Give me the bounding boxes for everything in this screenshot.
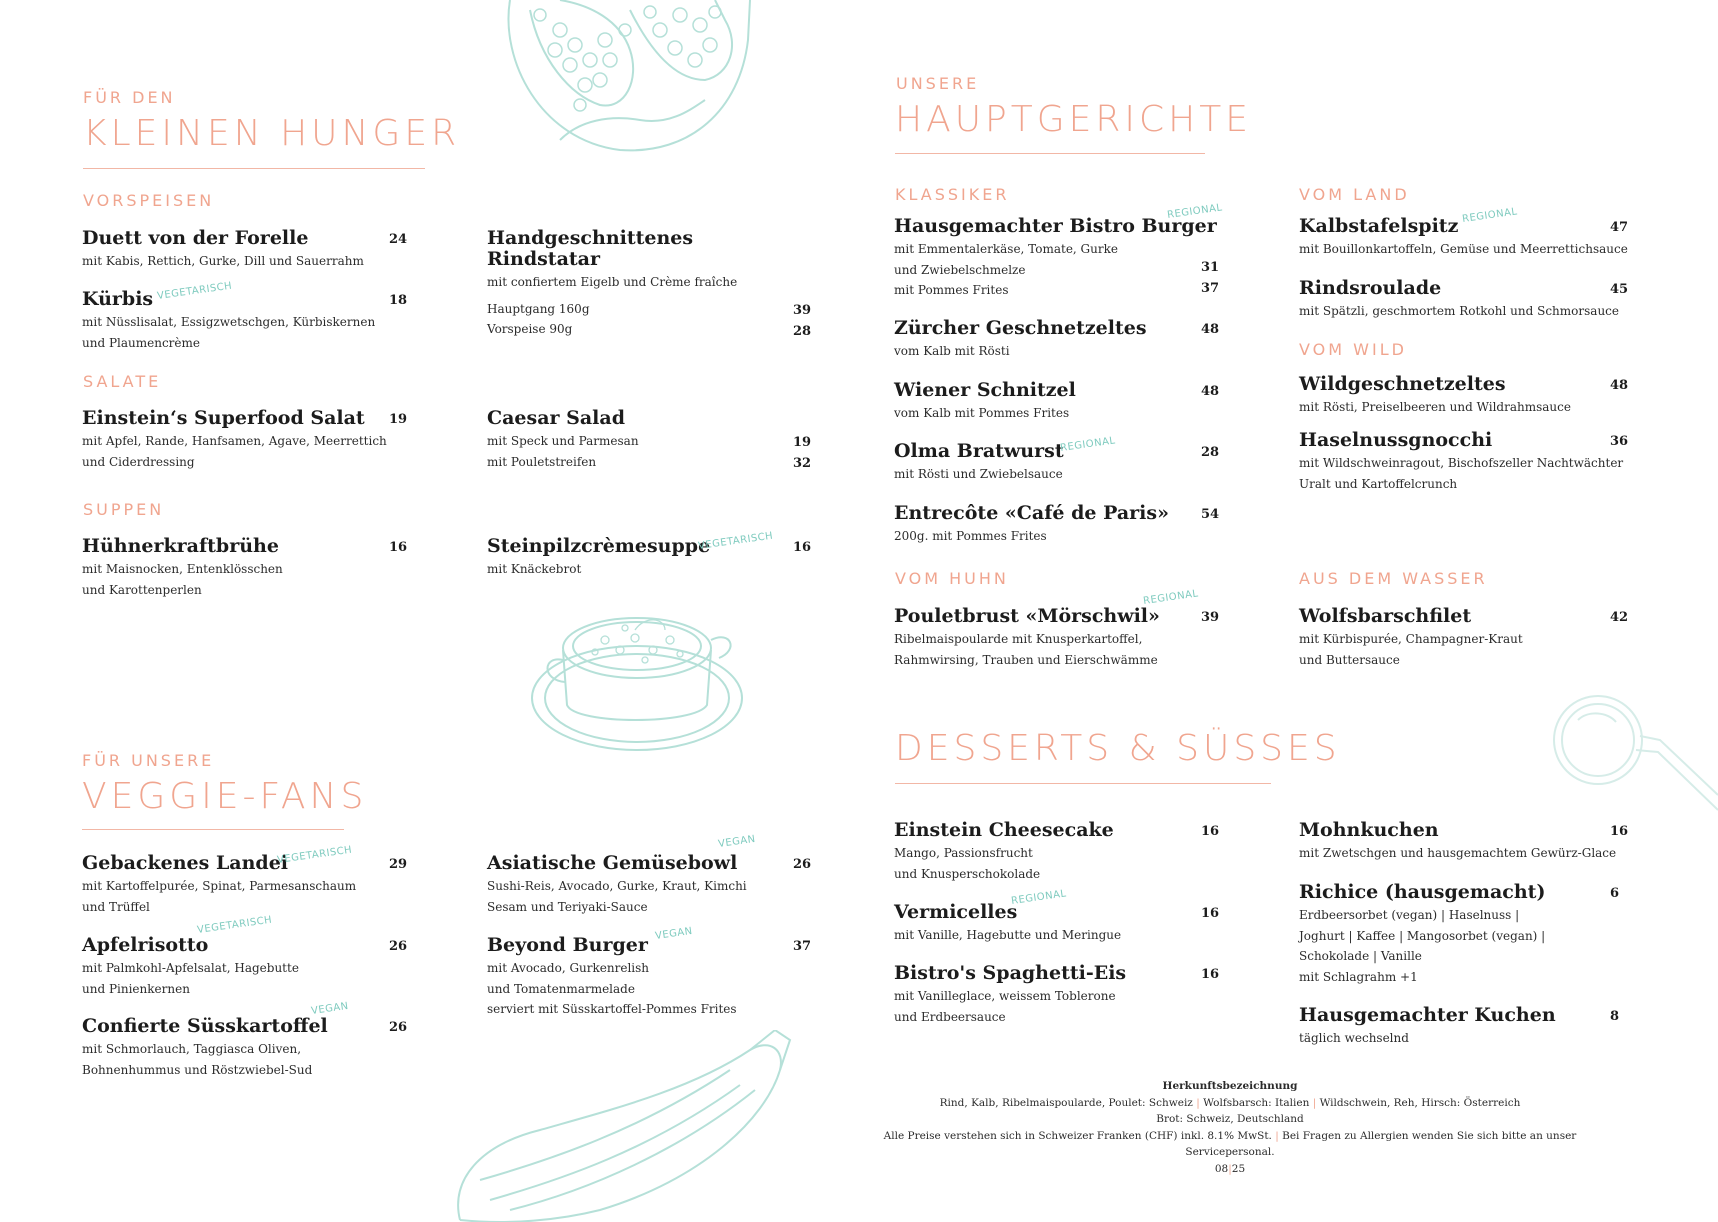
item-name: Entrecôte «Café de Paris» [894,502,1169,524]
item-description: 200g. mit Pommes Frites [894,529,1047,543]
item-name: Kalbstafelspitz [1299,215,1459,237]
item-description: serviert mit Süsskartoffel-Pommes Frites [487,1002,737,1016]
menu-item-confierte-suesskartoffel [82,1000,412,1080]
item-name: Caesar Salad [487,407,626,429]
item-name: Hausgemachter Bistro Burger [894,215,1217,237]
item-price: 31 [1201,260,1220,275]
item-description: mit Nüsslisalat, Essigzwetschgen, Kürbiskernen [82,315,376,329]
item-price: 16 [1201,967,1220,982]
item-description: und Buttersauce [1299,652,1400,667]
menu-item-kuerbis [82,280,412,353]
item-name: Handgeschnittenes Rindstatar [487,227,694,270]
menu-item-huehnerkraftbruehe [82,536,412,600]
item-price: 37 [793,939,812,954]
tag-regional: REGIONAL [1059,435,1117,454]
category-klassiker: KLASSIKER [895,185,1010,204]
item-description: mit Schlagrahm +1 [1299,969,1418,984]
item-price: 8 [1610,1009,1620,1024]
item-name: Wolfsbarschfilet [1299,605,1472,627]
tag-regional: REGIONAL [1461,206,1519,225]
category-vom-wild: VOM WILD [1299,340,1407,359]
item-price: 36 [1610,434,1629,449]
item-name: Wildgeschnetzeltes [1299,373,1506,395]
menu-item-mohnkuchen [1299,820,1629,864]
item-price: 16 [389,540,408,555]
item-description: vom Kalb mit Pommes Frites [894,406,1070,420]
item-price: 28 [1201,445,1220,460]
item-name: Zürcher Geschnetzeltes [894,317,1147,339]
item-description: mit Bouillonkartoffeln, Gemüse und Meerrettichsauce [1299,242,1628,256]
menu-item-vermicelles [894,888,1224,946]
item-price: 26 [389,1020,408,1035]
item-name: Einstein‘s Superfood Salat [82,407,365,429]
menu-item-richice [1299,882,1629,987]
item-price: 19 [793,435,812,450]
menu-item-pouletbrust [894,588,1224,670]
item-name: Duett von der Forelle [82,227,309,249]
section-pre-unsere: UNSERE [896,74,980,93]
item-price: 32 [793,456,812,471]
item-name: Olma Bratwurst [894,440,1064,462]
footer-text: Rind, Kalb, Ribelmaispoularde, Poulet: Schweiz [939,1096,1193,1109]
menu-item-steinpilzcremesuppe [487,530,812,580]
item-name: Confierte Süsskartoffel [82,1015,328,1037]
ice-cream-scoop-illustration [1548,690,1718,820]
tag-vegan: VEGAN [654,925,694,942]
footer-text: Bei Fragen zu Allergien wenden Sie sich bitte an unser Servicepersonal. [1185,1129,1577,1158]
item-description: und Trüffel [82,899,150,914]
footer-text: Alle Preise verstehen sich in Schweizer Franken (CHF) inkl. 8.1% MwSt. [883,1129,1272,1142]
item-name: Einstein Cheesecake [894,819,1114,841]
item-name: Hausgemachter Kuchen [1299,1004,1556,1026]
tag-vegetarisch: VEGETARISCH [156,280,233,302]
footer-separator: | [1312,1096,1317,1109]
item-name: Apfelrisotto [82,934,209,956]
item-price: 39 [793,303,812,318]
item-price: 39 [1201,610,1220,625]
tag-vegetarisch: VEGETARISCH [697,530,774,552]
item-description: mit Wildschweinragout, Bischofszeller Nachtwächter [1299,456,1624,470]
tag-vegan: VEGAN [717,833,757,850]
item-variant: mit Speck und Parmesan [487,434,639,448]
section-pre-kleinen: FÜR DEN [83,88,176,107]
item-price: 16 [1610,824,1629,839]
item-price: 47 [1610,220,1629,235]
item-description: mit Kartoffelpurée, Spinat, Parmesanschaum [82,879,357,893]
item-description: Mango, Passionsfrucht [894,846,1033,860]
menu-item-kalbstafelspitz [1299,206,1629,260]
item-description: mit confiertem Eigelb und Crème fraîche [487,275,738,289]
item-description: Sushi-Reis, Avocado, Gurke, Kraut, Kimchi [487,879,747,893]
item-price: 18 [389,293,408,308]
item-name: Vermicelles [894,901,1018,923]
category-vorspeisen: VORSPEISEN [83,191,215,210]
item-name: Hühnerkraftbrühe [82,535,279,557]
footer-separator: | [1275,1129,1279,1142]
tag-regional: REGIONAL [1166,202,1224,221]
item-description: Sesam und Teriyaki-Sauce [487,899,648,914]
item-description: und Erdbeersauce [894,1009,1006,1024]
tag-regional: REGIONAL [1010,888,1068,907]
item-description: mit Kabis, Rettich, Gurke, Dill und Sauerrahm [82,254,364,268]
menu-item-wiener-schnitzel [894,380,1224,424]
item-description: mit Vanille, Hagebutte und Meringue [894,928,1122,942]
item-description: Schokolade | Vanille [1299,949,1422,963]
item-price: 16 [1201,824,1220,839]
footer-separator: | [1196,1096,1200,1109]
item-name: Wiener Schnitzel [894,379,1076,401]
item-description: mit Apfel, Rande, Hanfsamen, Agave, Meerrettich [82,434,387,448]
category-vom-huhn: VOM HUHN [895,569,1009,588]
item-price: 48 [1610,378,1629,393]
section-title-desserts: DESSERTS & SÜSSES [895,728,1341,769]
item-description: täglich wechselnd [1299,1031,1409,1045]
item-description: Joghurt | Kaffee | Mangosorbet (vegan) | [1299,928,1546,943]
soup-bowl-illustration [525,610,755,755]
menu-item-zuercher-geschnetzeltes [894,318,1224,362]
category-aus-dem-wasser: AUS DEM WASSER [1299,569,1488,588]
section-title-hauptgerichte: HAUPTGERICHTE [895,99,1252,140]
item-description: Uralt und Kartoffelcrunch [1299,476,1458,491]
item-name: Richice (hausgemacht) [1299,881,1546,903]
item-price: 26 [793,857,812,872]
section-title-kleinen-hunger: KLEINEN HUNGER [83,113,461,154]
item-price: 45 [1610,282,1629,297]
origin-footer [880,1078,1580,1177]
footer-heading: Herkunftsbezeichnung [1162,1080,1298,1092]
menu-item-entrecote [894,503,1224,547]
menu-item-einstein-cheesecake [894,820,1224,884]
item-description: Erdbeersorbet (vegan) | Haselnuss | [1299,908,1520,922]
menu-item-hausgemachter-kuchen [1299,1005,1629,1049]
zucchini-illustration [450,1030,800,1222]
item-description: vom Kalb mit Rösti [894,344,1010,358]
menu-item-rindsroulade [1299,278,1629,322]
item-name: Mohnkuchen [1299,819,1439,841]
item-price: 54 [1201,507,1220,522]
footer-text: Wolfsbarsch: Italien [1203,1096,1310,1109]
item-name: Asiatische Gemüsebowl [487,852,738,874]
item-price: 28 [793,324,812,339]
section-rule [83,168,425,169]
page-number [880,1161,1580,1178]
item-description: und Ciderdressing [82,454,195,469]
item-description: und Zwiebelschmelze [894,262,1026,277]
item-name: Haselnussgnocchi [1299,429,1493,451]
tag-vegan: VEGAN [310,1000,350,1017]
item-price: 16 [1201,906,1220,921]
menu-item-caesar-salad [487,408,812,472]
page-number-a: 08 [1214,1162,1229,1175]
item-description: mit Maisnocken, Entenklösschen [82,562,283,576]
footer-text: Wildschwein, Reh, Hirsch: Österreich [1319,1096,1521,1109]
item-description: und Tomatenmarmelade [487,981,635,996]
section-pre-veggie: FÜR UNSERE [82,751,215,770]
category-vom-land: VOM LAND [1299,185,1410,204]
item-price: 16 [793,540,812,555]
menu-item-wolfsbarschfilet [1299,606,1629,670]
menu-item-gebackenes-landei [82,844,412,917]
tag-vegetarisch: VEGETARISCH [276,844,353,866]
item-description: mit Palmkohl-Apfelsalat, Hagebutte [82,961,299,975]
item-description: mit Avocado, Gurkenrelish [487,961,649,975]
tag-regional: REGIONAL [1142,588,1200,607]
menu-item-wildgeschnetzeltes [1299,374,1629,418]
item-description: mit Pommes Frites [894,283,1009,297]
menu-item-haselnussgnocchi [1299,430,1629,494]
item-name: Gebackenes Landei [82,852,289,874]
item-price: 37 [1201,281,1220,296]
menu-item-apfelrisotto [82,914,412,999]
section-rule [895,153,1205,154]
item-name: Beyond Burger [487,934,648,956]
item-name: Pouletbrust «Mörschwil» [894,605,1160,627]
item-description: mit Rösti, Preiselbeeren und Wildrahmsauce [1299,400,1571,414]
item-variant: Vorspeise 90g [487,322,573,336]
section-title-veggie-fans: VEGGIE-FANS [82,776,368,817]
item-description: mit Emmentalerkäse, Tomate, Gurke [894,242,1118,256]
item-price: 6 [1610,886,1620,901]
menu-item-beyond-burger [487,925,812,1020]
item-name: Steinpilzcrèmesuppe [487,535,711,557]
item-name: Bistro's Spaghetti-Eis [894,962,1127,984]
menu-item-superfood-salat [82,408,412,472]
footer-origin-line [880,1095,1580,1112]
item-variant: mit Pouletstreifen [487,454,597,469]
page-number-b: 25 [1231,1162,1246,1175]
item-description: und Pinienkernen [82,981,190,996]
item-description: mit Schmorlauch, Taggiasca Oliven, [82,1042,302,1056]
menu-item-rindstatar [487,228,812,340]
menu-item-olma-bratwurst [894,435,1224,485]
footer-bread-line: Brot: Schweiz, Deutschland [1156,1113,1304,1125]
category-salate: SALATE [83,372,162,391]
item-description: Ribelmaispoularde mit Knusperkartoffel, [894,632,1143,646]
item-price: 48 [1201,384,1220,399]
category-suppen: SUPPEN [83,500,165,519]
item-description: mit Zwetschgen und hausgemachtem Gewürz-Glace [1299,846,1617,860]
section-rule [895,783,1271,784]
footer-separator: | [1228,1162,1232,1175]
menu-item-forelle [82,228,412,272]
item-description: mit Knäckebrot [487,562,582,576]
item-price: 24 [389,232,408,247]
item-price: 48 [1201,322,1220,337]
item-description: mit Kürbispurée, Champagner-Kraut [1299,632,1523,646]
item-description: mit Vanilleglace, weissem Toblerone [894,989,1116,1003]
tag-vegetarisch: VEGETARISCH [196,914,273,936]
section-rule [82,829,344,830]
item-price: 19 [389,412,408,427]
item-name: Kürbis [82,288,154,310]
item-price: 29 [389,857,408,872]
item-description: mit Rösti und Zwiebelsauce [894,467,1063,481]
item-description: Bohnenhummus und Röstzwiebel-Sud [82,1062,313,1077]
menu-item-bistro-burger [894,202,1224,301]
item-description: und Plaumencrème [82,335,200,350]
item-description: Rahmwirsing, Trauben und Eierschwämme [894,652,1158,667]
item-name: Rindsroulade [1299,277,1442,299]
item-description: mit Spätzli, geschmortem Rotkohl und Schmorsauce [1299,304,1619,318]
item-price: 26 [389,939,408,954]
item-description: und Knusperschokolade [894,866,1041,881]
item-price: 42 [1610,610,1629,625]
item-variant: Hauptgang 160g [487,301,590,316]
menu-item-spaghetti-eis [894,963,1224,1027]
pomegranate-illustration [500,0,760,155]
menu-item-asiatische-gemuesebowl [487,833,812,917]
footer-price-line [880,1128,1580,1161]
item-description: und Karottenperlen [82,582,202,597]
